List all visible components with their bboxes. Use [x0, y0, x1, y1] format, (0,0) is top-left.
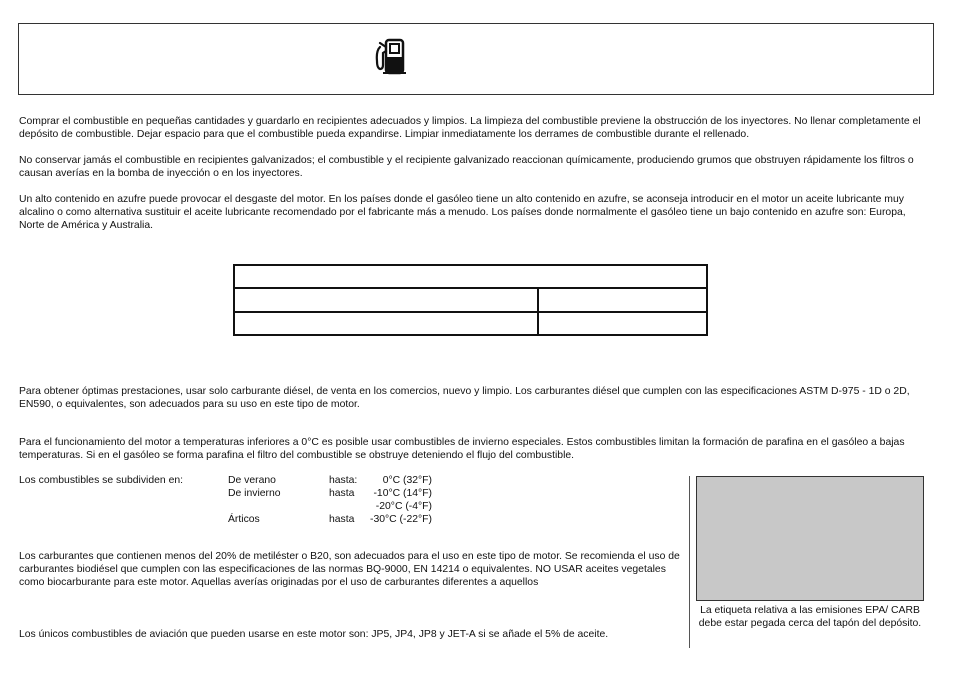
fuel-grade-value: -30°C (-22°F)	[369, 514, 432, 525]
paragraph-aviation-fuel: Los únicos combustibles de aviación que pueden usarse en este motor son: JP5, JP4, JP8 y JET-A si se añade el 5% de aceite.	[19, 629, 609, 640]
fuel-grade-row	[228, 500, 438, 513]
paragraph-diesel-spec: Para obtener óptimas prestaciones, usar solo carburante diésel, de venta en los comercios, nuevo y limpio. Los carburantes diésel que cumplen con las especificaciones ASTM D-975 - 1D o 2D, EN590, o equivalentes, son adecuados para su uso en este tipo de motor.	[19, 386, 910, 410]
paragraph-biodiesel: Los carburantes que contienen menos del 20% de metiléster o B20, son adecuados para el uso en este tipo de motor. Se recomienda el uso de carburantes biodiésel que cumplen con las especificaciones de las normas BQ-9000, EN 14214 o equivalentes. NO USAR aceites vegetales como biocarburante para este motor. Aquellas averías originadas por el uso de carburantes diferentes a aquellos	[19, 551, 680, 588]
column-divider	[689, 476, 690, 648]
fuel-grade-hasta: hasta	[329, 488, 355, 499]
fuel-table	[233, 264, 708, 336]
fuel-grade-row	[228, 474, 438, 487]
paragraph-galvanized: No conservar jamás el combustible en recipientes galvanizados; el combustible y el recipiente galvanizado reaccionan químicamente, produciendo grumos que obstruyen rápidamente los filtros o causan averías en la bomba de inyección o en los inyectores.	[19, 155, 914, 179]
fuel-grade-hasta: hasta	[329, 514, 355, 525]
fuel-grade-value: -20°C (-4°F)	[375, 501, 432, 512]
fuel-grade-hasta: hasta:	[329, 475, 358, 486]
paragraph-sulfur: Un alto contenido en azufre puede provocar el desgaste del motor. En los países donde el gasóleo tiene un alto contenido en azufre, se aconseja introducir en el motor un aceite lubricante muy alcalino o como alternativa sustituir el aceite lubricante recomendado por el fabricante más a menudo. Los países donde normalmente el gasóleo tiene un bajo contenido en azufre son: Europa, Norte de América y Australia.	[19, 194, 906, 231]
fuel-grade-name: Árticos	[228, 514, 260, 525]
table-row-divider	[235, 287, 706, 289]
paragraph-fuel-storage: Comprar el combustible en pequeñas cantidades y guardarlo en recipientes adecuados y limpios. La limpieza del combustible previene la obstrucción de los inyectores. No llenar completamente el depósito de combustible. Dejar espacio para que el combustible pueda expandirse. Limpiar inmediatamente los derrames de combustible durante el rellenado.	[19, 116, 921, 140]
fuel-grade-row	[228, 487, 438, 500]
fuel-grade-name: De verano	[228, 475, 276, 486]
header-box	[18, 23, 934, 95]
fuel-grade-value: -10°C (14°F)	[373, 488, 432, 499]
fuel-pump-icon	[372, 37, 408, 75]
paragraph-winter-fuel: Para el funcionamiento del motor a temperaturas inferiores a 0°C es posible usar combustibles de invierno especiales. Estos combustibles limitan la formación de parafina en el gasóleo a bajas temperaturas. Si en el gasóleo se forma parafina el filtro del combustible se obstruye deteniendo el flujo del combustible.	[19, 437, 905, 461]
table-row-divider	[235, 311, 706, 313]
fuel-grade-name: De invierno	[228, 488, 281, 499]
emissions-label-caption: La etiqueta relativa a las emisiones EPA/ CARB debe estar pegada cerca del tapón del depósito.	[698, 605, 922, 629]
fuel-grades-list	[228, 474, 438, 526]
emissions-label-image	[696, 476, 924, 601]
fuel-grades-intro: Los combustibles se subdividen en:	[19, 475, 184, 486]
fuel-grade-value: 0°C (32°F)	[382, 475, 432, 486]
fuel-grade-row	[228, 513, 438, 526]
table-column-divider	[537, 287, 539, 334]
